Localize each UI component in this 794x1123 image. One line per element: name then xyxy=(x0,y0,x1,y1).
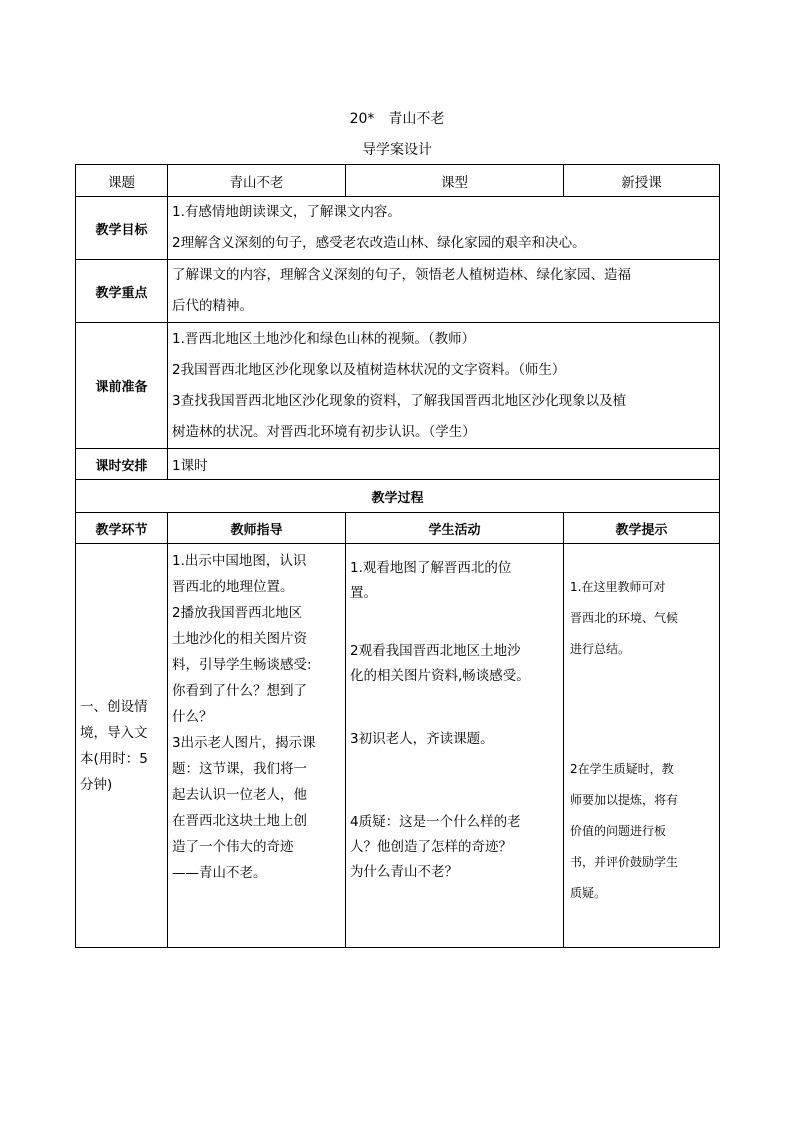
prep-label: 课前准备 xyxy=(76,323,168,449)
activity-line: 1.观看地图了解晋西北的位 xyxy=(350,560,512,576)
step-line: 一、创设情 xyxy=(80,698,148,715)
prep-content xyxy=(168,323,720,449)
topic-row xyxy=(76,165,720,197)
process-title-row xyxy=(76,480,720,513)
guidance-line: 晋西北的地理位置。 xyxy=(172,579,294,595)
activity-line: 置。 xyxy=(350,585,377,601)
guidance-line: ——青山不老。 xyxy=(172,865,267,881)
step-cell xyxy=(76,544,168,948)
topic-label: 课题 xyxy=(76,165,168,197)
guidance-line: 你看到了什么？想到了 xyxy=(172,683,307,699)
prep-row xyxy=(76,323,720,449)
guidance-line: 题：这节课，我们将一 xyxy=(172,761,307,777)
teacher-guidance-cell xyxy=(168,544,346,948)
guidance-line: 3出示老人图片，揭示课 xyxy=(172,735,316,751)
tip-line: 书，并评价鼓励学生 xyxy=(570,855,679,869)
guidance-line: 料，引导学生畅谈感受: xyxy=(172,657,312,673)
prep-line: 2我国晋西北地区沙化现象以及植树造林状况的文字资料。（师生） xyxy=(172,361,566,378)
header-step: 教学环节 xyxy=(76,513,168,544)
student-activity-cell xyxy=(346,544,564,948)
guidance-line: 什么？ xyxy=(172,709,213,725)
key-line: 后代的精神。 xyxy=(172,298,253,314)
time-value: 1课时 xyxy=(168,449,720,480)
guidance-line: 在晋西北这块土地上创 xyxy=(172,813,307,829)
document-title: 20* 青山不老 xyxy=(349,111,445,127)
process-header-row xyxy=(76,513,720,544)
process-row xyxy=(76,544,720,948)
time-label: 课时安排 xyxy=(76,449,168,480)
tip-line: 1.在这里教师可对 xyxy=(570,580,666,594)
key-row xyxy=(76,260,720,323)
activity-line: 人？他创造了怎样的奇迹？ xyxy=(350,839,512,855)
guidance-line: 2播放我国晋西北地区 xyxy=(172,605,303,621)
prep-line: 树造林的状况。对晋西北环境有初步认识。（学生） xyxy=(172,423,476,440)
tip-line: 师要加以提炼，将有 xyxy=(570,793,679,807)
activity-line: 为什么青山不老？ xyxy=(350,864,458,880)
tip-line: 价值的问题进行板 xyxy=(570,824,667,838)
tip-line: 晋西北的环境、气候 xyxy=(570,611,679,625)
topic-value: 青山不老 xyxy=(168,165,346,197)
teaching-tips-cell xyxy=(564,544,720,948)
tip-line: 2在学生质疑时，教 xyxy=(570,762,674,776)
goals-content xyxy=(168,197,720,260)
header-student: 学生活动 xyxy=(346,513,564,544)
goal-line: 2理解含义深刻的句子，感受老农改造山林、绿化家园的艰辛和决心。 xyxy=(172,235,586,251)
guidance-line: 造了一个伟大的奇迹 xyxy=(172,839,294,855)
activity-line: 化的相关图片资料,畅谈感受。 xyxy=(350,668,530,684)
key-label: 教学重点 xyxy=(76,260,168,323)
header-tips: 教学提示 xyxy=(564,513,720,544)
tip-line: 进行总结。 xyxy=(570,642,631,656)
key-line: 了解课文的内容，理解含义深刻的句子，领悟老人植树造林、绿化家园、造福 xyxy=(172,267,631,283)
guidance-line: 土地沙化的相关图片资 xyxy=(172,631,307,647)
step-line: 境，导入文 xyxy=(80,724,148,741)
goal-line: 1.有感情地朗读课文，了解课文内容。 xyxy=(172,204,401,220)
prep-line: 1.晋西北地区土地沙化和绿色山林的视频。（教师） xyxy=(172,330,476,347)
guidance-line: 1.出示中国地图，认识 xyxy=(172,553,307,569)
goals-row xyxy=(76,197,720,260)
type-label: 课型 xyxy=(346,165,564,197)
key-content xyxy=(168,260,720,323)
tip-line: 质疑。 xyxy=(570,886,607,900)
goals-label: 教学目标 xyxy=(76,197,168,260)
guidance-line: 起去认识一位老人，他 xyxy=(172,787,307,803)
prep-line: 3查找我国晋西北地区沙化现象的资料，了解我国晋西北地区沙化现象以及植 xyxy=(172,392,627,409)
activity-line: 2观看我国晋西北地区土地沙 xyxy=(350,643,521,659)
process-title: 教学过程 xyxy=(76,480,720,513)
activity-line: 3初识老人，齐读课题。 xyxy=(350,731,494,747)
activity-line: 4质疑：这是一个什么样的老 xyxy=(350,814,521,830)
document-subtitle: 导学案设计 xyxy=(362,142,432,158)
type-value: 新授课 xyxy=(564,165,720,197)
time-row xyxy=(76,449,720,480)
lesson-plan-table xyxy=(75,164,720,948)
step-line: 分钟) xyxy=(80,776,113,793)
header-teacher: 教师指导 xyxy=(168,513,346,544)
step-line: 本(用时：5 xyxy=(80,750,148,767)
